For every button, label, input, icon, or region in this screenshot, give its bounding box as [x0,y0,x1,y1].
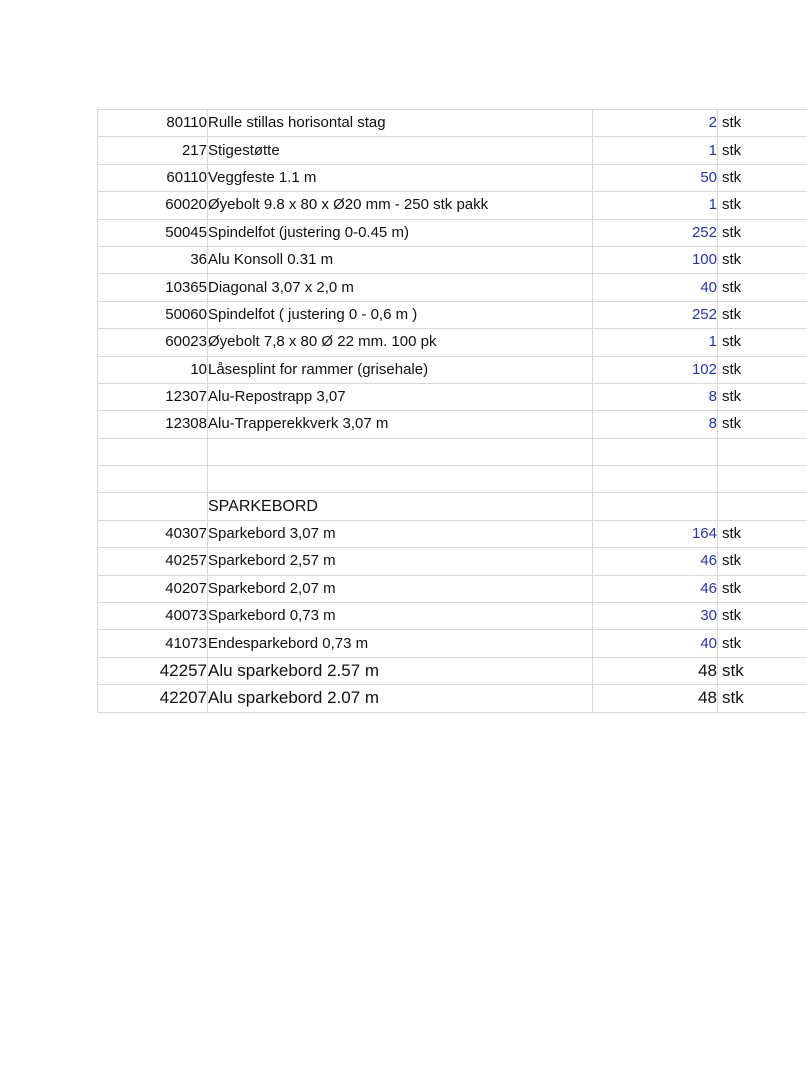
item-description[interactable]: Spindelfot (justering 0-0.45 m) [208,219,593,246]
empty-cell[interactable] [593,493,718,520]
table-row [98,630,807,657]
item-quantity[interactable]: 40 [593,274,718,301]
item-quantity[interactable]: 164 [593,520,718,547]
empty-row [98,438,807,465]
item-description[interactable]: Øyebolt 7,8 x 80 Ø 22 mm. 100 pk [208,329,593,356]
table-row [98,246,807,273]
item-description[interactable]: Alu sparkebord 2.57 m [208,657,593,684]
item-unit[interactable]: stk [718,246,807,273]
item-quantity[interactable]: 8 [593,411,718,438]
item-number[interactable]: 60020 [98,192,208,219]
item-unit[interactable]: stk [718,383,807,410]
item-number[interactable]: 42257 [98,657,208,684]
item-unit[interactable]: stk [718,356,807,383]
empty-cell[interactable] [208,438,593,465]
item-quantity[interactable]: 1 [593,329,718,356]
item-description[interactable]: Alu-Repostrapp 3,07 [208,383,593,410]
item-unit[interactable]: stk [718,657,807,684]
table-row [98,411,807,438]
item-unit[interactable]: stk [718,110,807,137]
table-row [98,356,807,383]
item-description[interactable]: Stigestøtte [208,137,593,164]
item-description[interactable]: Låsesplint for rammer (grisehale) [208,356,593,383]
item-quantity[interactable]: 102 [593,356,718,383]
item-number[interactable]: 10365 [98,274,208,301]
item-description[interactable]: Diagonal 3,07 x 2,0 m [208,274,593,301]
item-description[interactable]: Veggfeste 1.1 m [208,164,593,191]
item-unit[interactable]: stk [718,630,807,657]
item-number[interactable]: 12308 [98,411,208,438]
empty-cell[interactable] [593,466,718,493]
table-row [98,657,807,684]
empty-cell[interactable] [718,493,807,520]
item-description[interactable]: Rulle stillas horisontal stag [208,110,593,137]
item-quantity[interactable]: 2 [593,110,718,137]
empty-cell[interactable] [208,466,593,493]
item-unit[interactable]: stk [718,301,807,328]
item-description[interactable]: Sparkebord 3,07 m [208,520,593,547]
item-number[interactable]: 41073 [98,630,208,657]
table-row [98,137,807,164]
empty-cell[interactable] [98,438,208,465]
empty-row [98,466,807,493]
item-number[interactable]: 36 [98,246,208,273]
table-row [98,548,807,575]
item-quantity[interactable]: 48 [593,657,718,684]
item-number[interactable]: 40207 [98,575,208,602]
item-quantity[interactable]: 46 [593,548,718,575]
item-quantity[interactable]: 252 [593,301,718,328]
item-number[interactable]: 40307 [98,520,208,547]
item-number[interactable]: 50045 [98,219,208,246]
table-row [98,192,807,219]
item-number[interactable]: 40257 [98,548,208,575]
item-description[interactable]: Sparkebord 2,57 m [208,548,593,575]
item-number[interactable]: 42207 [98,685,208,712]
item-description[interactable]: Alu sparkebord 2.07 m [208,685,593,712]
item-quantity[interactable]: 252 [593,219,718,246]
empty-cell[interactable] [98,466,208,493]
item-number[interactable]: 10 [98,356,208,383]
table-row [98,164,807,191]
table-row [98,274,807,301]
item-number[interactable]: 60023 [98,329,208,356]
item-number[interactable]: 80110 [98,110,208,137]
item-unit[interactable]: stk [718,603,807,630]
item-quantity[interactable]: 30 [593,603,718,630]
item-number[interactable]: 60110 [98,164,208,191]
item-unit[interactable]: stk [718,164,807,191]
item-quantity[interactable]: 8 [593,383,718,410]
table-row [98,520,807,547]
item-unit[interactable]: stk [718,548,807,575]
table-row [98,575,807,602]
item-description[interactable]: Sparkebord 2,07 m [208,575,593,602]
item-number[interactable]: 40073 [98,603,208,630]
table-row [98,219,807,246]
item-quantity[interactable]: 40 [593,630,718,657]
spreadsheet [97,109,807,713]
item-unit[interactable]: stk [718,575,807,602]
item-quantity[interactable]: 1 [593,137,718,164]
empty-cell[interactable] [98,493,208,520]
item-quantity[interactable]: 48 [593,685,718,712]
item-unit[interactable]: stk [718,685,807,712]
table-row [98,301,807,328]
section-heading[interactable]: SPARKEBORD [208,493,593,520]
item-description[interactable]: Alu Konsoll 0.31 m [208,246,593,273]
item-number[interactable]: 12307 [98,383,208,410]
items-table [97,109,807,713]
item-number[interactable]: 217 [98,137,208,164]
table-row [98,383,807,410]
item-quantity[interactable]: 100 [593,246,718,273]
item-quantity[interactable]: 1 [593,192,718,219]
table-row [98,329,807,356]
item-unit[interactable]: stk [718,520,807,547]
item-unit[interactable]: stk [718,219,807,246]
table-row [98,603,807,630]
item-number[interactable]: 50060 [98,301,208,328]
item-quantity[interactable]: 46 [593,575,718,602]
item-unit[interactable]: stk [718,274,807,301]
item-unit[interactable]: stk [718,411,807,438]
empty-cell[interactable] [593,438,718,465]
table-row [98,685,807,712]
table-row [98,110,807,137]
item-description[interactable]: Endesparkebord 0,73 m [208,630,593,657]
item-unit[interactable]: stk [718,192,807,219]
item-description[interactable]: Spindelfot ( justering 0 - 0,6 m ) [208,301,593,328]
item-description[interactable]: Alu-Trapperekkverk 3,07 m [208,411,593,438]
section-heading-row [98,493,807,520]
empty-cell[interactable] [718,438,807,465]
item-quantity[interactable]: 50 [593,164,718,191]
item-description[interactable]: Sparkebord 0,73 m [208,603,593,630]
item-unit[interactable]: stk [718,329,807,356]
item-description[interactable]: Øyebolt 9.8 x 80 x Ø20 mm - 250 stk pakk [208,192,593,219]
empty-cell[interactable] [718,466,807,493]
item-unit[interactable]: stk [718,137,807,164]
